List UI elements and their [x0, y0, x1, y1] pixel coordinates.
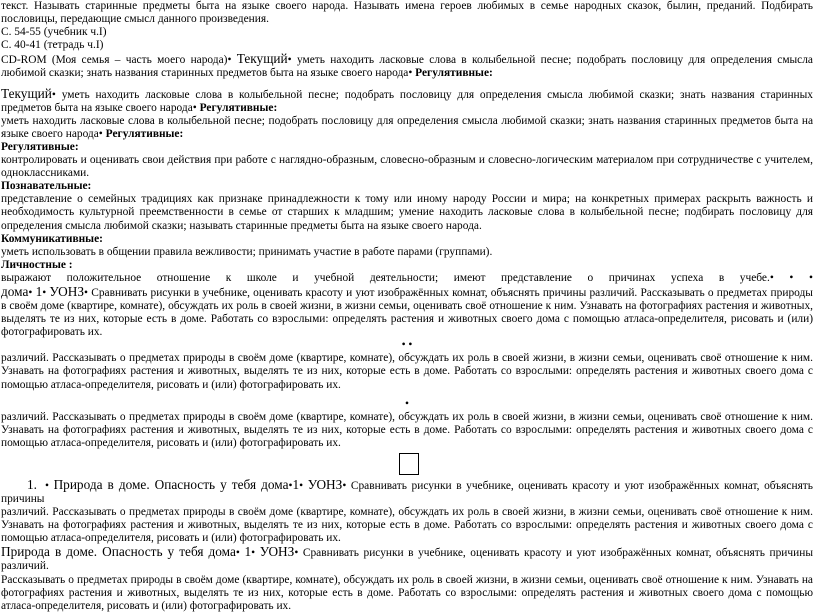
double-bullet: • •: [401, 339, 413, 352]
lesson-block: [1, 285, 813, 339]
topic-title: Природа в доме. Опасность у тебя дома: [1, 544, 236, 560]
current-label: Текущий: [236, 51, 288, 67]
bullet-icon: •: [789, 271, 794, 284]
regulative-heading: Регулятивные:: [105, 127, 184, 140]
bullet-icon: •: [235, 547, 240, 560]
current-block: [1, 87, 813, 115]
current-label: Текущий: [1, 85, 52, 101]
bullet-icon: •: [251, 547, 256, 560]
bullet-icon: •: [342, 479, 347, 492]
bullet-icon: •: [288, 479, 293, 492]
skills-block: [1, 115, 813, 141]
cd-rom-label: CD-ROM (Моя семья – часть моего народа): [1, 54, 228, 67]
repeat-paragraph-3: различий. Рассказывать о предметах природы в своём доме (квартире, комнате), обсуждать их роль в своей жизни, в жизни семьи, оценивать своё отношение к ним. Узнавать на фотографиях растения и животных, выделять те из них, которые есть в доме. Работать со взрослыми: определять растения и животных своего дома с помощью атласа-определителя, рисовать и (или) фотографировать их.: [1, 506, 813, 545]
personal-text: выражают положительное отношение к школе и учебной деятельности; имеют представление о причинах успеха в учебе.• • •: [1, 271, 813, 284]
cognitive-heading: Познавательные:: [1, 180, 92, 193]
compare-text: Сравнивать рисунки в учебнике, оценивать красоту и уют изображённых комнат, объяснять причины: [1, 479, 813, 505]
regulative-heading: Регулятивные:: [199, 101, 278, 114]
bullet-icon: •: [408, 67, 413, 80]
topic-line-2: [1, 545, 813, 573]
empty-box-row: [1, 450, 813, 478]
skills-text: уметь находить ласковые слова в колыбельной песне; подобрать пословицу для определения смысла любимой сказки; знать названия старинных предметов быта на языке своего народа: [1, 54, 813, 80]
single-bullet: •: [405, 397, 409, 410]
bullet-icon: •: [28, 286, 33, 299]
cognitive-text: представление о семейных традициях как признаке принадлежности к тому или иному народу России и мира; на конкретных примерах раскрыть важность и необходимость культурной преемственности в семье от старших к младшим; умение находить ласковые слова в колыбельной песне; подбирать пословицу для определения смысла любимой сказки; называть старинные предметы быта на языке своего народа.: [1, 193, 813, 232]
skills-text: уметь находить ласковые слова в колыбельной песне; подобрать пословицу для определения смысла любимой сказки; знать названия старинных предметов быта на языке своего народа: [1, 88, 813, 114]
intro-paragraph: текст. Называть старинные предметы быта на языке своего народа. Называть имена героев любимых в семье народных сказок, былин, преданий. Подбирать пословицы, передающие смысл данного произведения.: [1, 0, 813, 26]
bullet-icon: •: [287, 54, 292, 67]
skills-text: уметь находить ласковые слова в колыбельной песне; подобрать пословицу для определения смысла любимой сказки; знать названия старинных предметов быта на языке своего народа: [1, 114, 813, 140]
bullet-icon: •: [98, 127, 103, 140]
lesson-number: 1: [244, 544, 252, 560]
bullet-icon: •: [227, 54, 232, 67]
bullet-icon: •: [769, 271, 774, 284]
bullet-icon: •: [42, 286, 47, 299]
bullet-icon: •: [192, 101, 197, 114]
list-number: 1.: [27, 476, 37, 492]
repeat-paragraph-1: различий. Рассказывать о предметах природы в своём доме (квартире, комнате), обсуждать их роль в своей жизни, в жизни семьи, оценивать своё отношение к ним. Узнавать на фотографиях растения и животных, выделять те из них, которые есть в доме. Работать со взрослыми: определять растения и животных своего дома с помощью атласа-определителя, рисовать и (или) фотографировать их.: [1, 352, 813, 391]
lesson-text: Сравнивать рисунки в учебнике, оценивать красоту и уют изображённых комнат, объяснять причины различий. Рассказывать о предметах природы в своём доме (квартире, комнате), обсуждать их роль в своей жизни, в жизни семьи, оценивать своё отношение к ним. Узнавать на фотографиях растения и животных, выделять те из них, которые есть в доме. Работать со взрослыми: определять растения и животных своего дома с помощью атласа-определителя, рисовать и (или) фотографировать их.: [1, 286, 813, 339]
uonz-label: УОНЗ: [307, 476, 343, 492]
topic-line: [1, 478, 813, 506]
bullet-icon: •: [84, 286, 89, 299]
bullet-icon: •: [808, 271, 813, 284]
bullet-icon: •: [51, 88, 56, 101]
uonz-label: УОНЗ: [259, 544, 295, 560]
bullet-icon: •: [45, 479, 49, 492]
repeat-paragraph-2: различий. Рассказывать о предметах природы в своём доме (квартире, комнате), обсуждать их роль в своей жизни, в жизни семьи, оценивать своё отношение к ним. Узнавать на фотографиях растения и животных, выделять те из них, которые есть в доме. Работать со взрослыми: определять растения и животных своего дома с помощью атласа-определителя, рисовать и (или) фотографировать их.: [1, 410, 813, 449]
personal-heading: Личностные :: [1, 258, 73, 271]
bullet-icon: •: [294, 547, 299, 560]
empty-checkbox-shape: [399, 453, 419, 475]
textbook-reference: С. 54-55 (учебник ч.I): [1, 26, 107, 39]
topic-title: Природа в доме. Опасность у тебя дома: [53, 476, 289, 492]
regulative-heading: Регулятивные:: [1, 140, 79, 153]
lesson-number: 1: [292, 476, 300, 492]
uonz-label: УОНЗ: [49, 283, 85, 299]
bullet-icon: •: [299, 479, 304, 492]
lesson-number: 1: [35, 283, 43, 299]
cd-rom-block: [1, 52, 813, 80]
regulative-heading: Регулятивные:: [415, 67, 493, 80]
communicative-heading: Коммуникативные:: [1, 232, 103, 245]
workbook-reference: С. 40-41 (тетрадь ч.I): [1, 39, 104, 52]
regulative-text: контролировать и оценивать свои действия при работе с наглядно-образным, словесно-образным и словесно-логическим материалом при сотрудничестве с учителем, одноклассниками.: [1, 154, 813, 180]
communicative-text: уметь использовать в общении правила вежливости; принимать участие в работе парами (группами).: [1, 245, 493, 258]
repeat-paragraph-4: Рассказывать о предметах природы в своём доме (квартире, комнате), обсуждать их роль в своей жизни, в жизни семьи, оценивать своё отношение к ним. Узнавать на фотографиях растения и животных, выделять те из них, которые есть в доме. Работать со взрослыми: определять растения и животных своего дома с помощью атласа-определителя, рисовать и (или) фотографировать их.: [1, 573, 813, 612]
home-label: дома: [1, 283, 29, 299]
compare-text: Сравнивать рисунки в учебнике, оценивать красоту и уют изображённых комнат, объяснять причины различий.: [1, 547, 813, 573]
